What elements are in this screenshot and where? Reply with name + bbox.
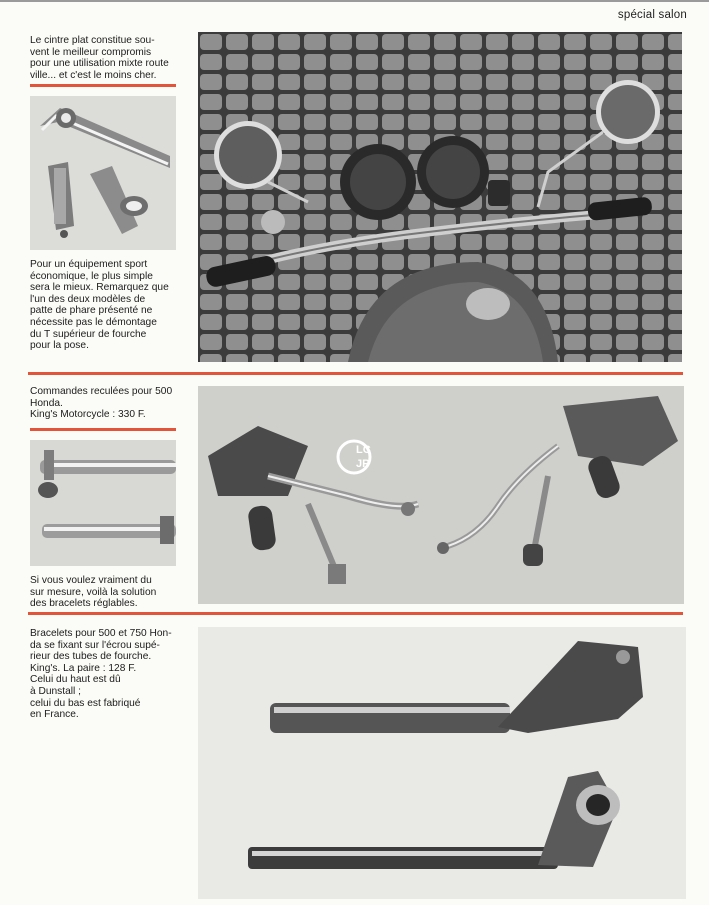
section-divider-2 bbox=[28, 612, 683, 615]
svg-text:LC: LC bbox=[356, 444, 371, 456]
section-divider-1 bbox=[28, 372, 683, 375]
caption-mesure: Si vous voulez vraiment du sur mesure, voilà la solution des bracelets réglables. bbox=[30, 575, 157, 610]
clipon-bars-photo bbox=[198, 627, 686, 899]
caption-cintre: Le cintre plat constitue sou- vent le meilleur compromis pour une utilisation mixte route ville... et c'est le moins cher. bbox=[30, 35, 169, 81]
caption-bracelets: Bracelets pour 500 et 750 Hon- da se fixant sur l'écrou supé- rieur des tubes de fourche. King's. La paire : 128 F. Celui du haut est dû à Dunstall ; celui du bas est fabriqué en France. bbox=[30, 628, 172, 721]
caption-divider bbox=[30, 428, 176, 431]
svg-text:JP: JP bbox=[356, 458, 370, 470]
adjustable-clipons-photo bbox=[30, 440, 176, 566]
caption-commandes: Commandes reculées pour 500 Honda. King's Motorcycle : 330 F. bbox=[30, 386, 173, 421]
caption-equipement: Pour un équipement sport économique, le plus simple sera le mieux. Remarquez que l'un des deux modèles de patte de phare présenté ne nécessite pas le démontage du T supérieur de fourche pour la pose. bbox=[30, 259, 169, 352]
watermark-logo bbox=[332, 434, 380, 480]
top-border bbox=[0, 0, 709, 2]
handlebar-clamps-photo bbox=[30, 96, 176, 250]
motorcycle-handlebar-photo bbox=[198, 32, 682, 362]
caption-divider bbox=[30, 84, 176, 87]
rear-sets-photo bbox=[198, 386, 684, 604]
section-header: spécial salon bbox=[617, 9, 687, 21]
